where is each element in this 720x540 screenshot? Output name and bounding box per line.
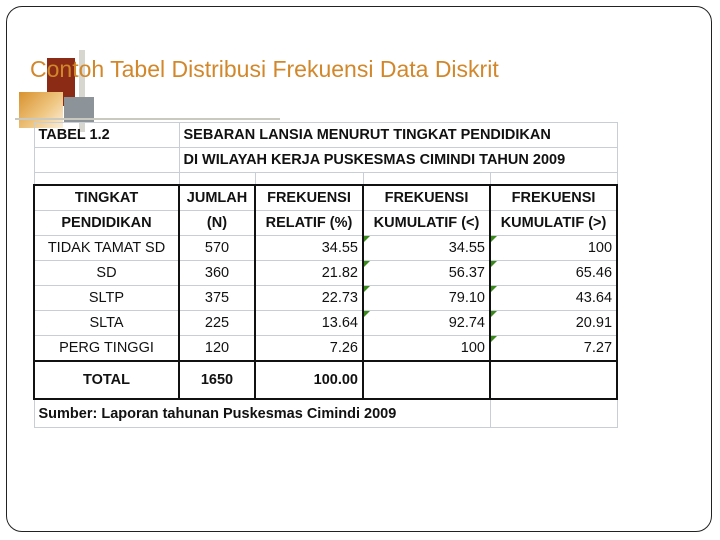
cumulative-greater-cell: 65.46 <box>490 261 617 286</box>
slide-title: Contoh Tabel Distribusi Frekuensi Data Diskrit <box>30 56 499 82</box>
count-cell: 570 <box>179 236 255 261</box>
header-cell: KUMULATIF (>) <box>490 211 617 236</box>
cumulative-less-cell: 34.55 <box>363 236 490 261</box>
empty-cell <box>363 361 490 399</box>
cumulative-greater-cell: 43.64 <box>490 286 617 311</box>
source-row <box>34 399 617 428</box>
table-caption-row <box>34 148 617 173</box>
table-row <box>34 236 617 261</box>
header-row-1 <box>34 185 617 211</box>
cumulative-less-cell: 79.10 <box>363 286 490 311</box>
cumulative-less-cell: 92.74 <box>363 311 490 336</box>
cumulative-less-cell: 56.37 <box>363 261 490 286</box>
total-label: TOTAL <box>34 361 179 399</box>
header-cell: FREKUENSI <box>255 185 363 211</box>
frequency-distribution-table <box>33 122 618 428</box>
relative-freq-cell: 7.26 <box>255 336 363 362</box>
table-caption-line2: DI WILAYAH KERJA PUSKESMAS CIMINDI TAHUN 2009 <box>179 148 617 173</box>
table-label: TABEL 1.2 <box>34 123 179 148</box>
relative-freq-cell: 21.82 <box>255 261 363 286</box>
relative-freq-cell: 13.64 <box>255 311 363 336</box>
count-cell: 375 <box>179 286 255 311</box>
header-cell: RELATIF (%) <box>255 211 363 236</box>
table-row <box>34 336 617 362</box>
header-cell: FREKUENSI <box>490 185 617 211</box>
category-cell: PERG TINGGI <box>34 336 179 362</box>
total-count: 1650 <box>179 361 255 399</box>
category-cell: SLTP <box>34 286 179 311</box>
relative-freq-cell: 22.73 <box>255 286 363 311</box>
cumulative-less-cell: 100 <box>363 336 490 362</box>
category-cell: TIDAK TAMAT SD <box>34 236 179 261</box>
empty-cell <box>34 148 179 173</box>
table-source-note: Sumber: Laporan tahunan Puskesmas Cimindi 2009 <box>34 399 490 428</box>
cumulative-greater-cell: 100 <box>490 236 617 261</box>
relative-freq-cell: 34.55 <box>255 236 363 261</box>
category-cell: SD <box>34 261 179 286</box>
header-cell: PENDIDIKAN <box>34 211 179 236</box>
table-row <box>34 286 617 311</box>
count-cell: 360 <box>179 261 255 286</box>
empty-cell <box>490 361 617 399</box>
spacer-row <box>34 173 617 186</box>
header-row-2 <box>34 211 617 236</box>
total-row <box>34 361 617 399</box>
table-row <box>34 261 617 286</box>
header-cell: TINGKAT <box>34 185 179 211</box>
header-cell: KUMULATIF (<) <box>363 211 490 236</box>
count-cell: 120 <box>179 336 255 362</box>
decorative-horizontal-line <box>15 118 280 120</box>
header-cell: (N) <box>179 211 255 236</box>
cumulative-greater-cell: 7.27 <box>490 336 617 362</box>
table-caption-row <box>34 123 617 148</box>
table-row <box>34 311 617 336</box>
cumulative-greater-cell: 20.91 <box>490 311 617 336</box>
table-caption-line1: SEBARAN LANSIA MENURUT TINGKAT PENDIDIKAN <box>179 123 617 148</box>
category-cell: SLTA <box>34 311 179 336</box>
total-relative: 100.00 <box>255 361 363 399</box>
empty-cell <box>490 399 617 428</box>
header-cell: JUMLAH <box>179 185 255 211</box>
count-cell: 225 <box>179 311 255 336</box>
header-cell: FREKUENSI <box>363 185 490 211</box>
